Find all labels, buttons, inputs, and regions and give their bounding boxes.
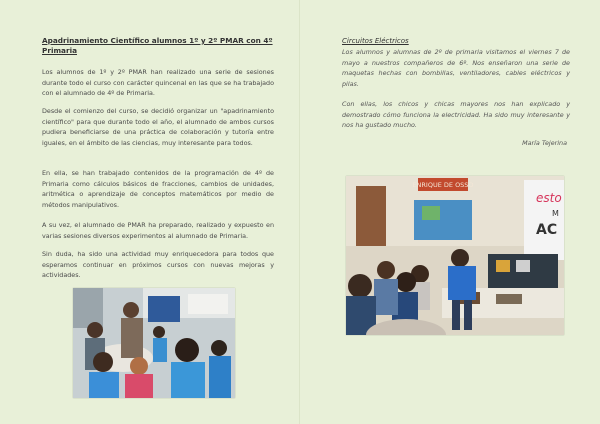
article-paragraph: En ella, se han trabajado contenidos de la programación de 4º de Primaria como cálculos básicos de fracciones, cambios de unidades, aritmética o aprendizaje de conceptos matemáticos por medio de métodos manipulativos. (42, 169, 274, 209)
photo-sign-text: ENRIQUE DE OSSO (412, 181, 474, 189)
article-paragraph: Sin duda, ha sido una actividad muy enriquecedora para todos que esperamos continuar en próximos cursos con nuevas mejoras y actividades. (42, 250, 274, 280)
article-paragraph: Los alumnos de 1º y 2º PMAR han realizado una serie de sesiones durante todo el curso con carácter quincenal en las que se ha trabajado con el alumnado de 4º de Primaria. (42, 68, 274, 98)
classroom-photo (73, 288, 235, 398)
poster-text: AC (536, 222, 558, 238)
poster-text: M (552, 209, 559, 218)
author-signature: María Tejerina (522, 139, 567, 147)
article-title: Apadrinamiento Científico alumnos 1º y 2º PMAR con 4º Primaria (42, 36, 273, 55)
circuits-photo (346, 176, 564, 335)
article-title: Circuitos Eléctricos (342, 37, 409, 45)
article-paragraph: Los alumnos y alumnas de 2º de primaria visitamos el viernes 7 de mayo a nuestros compañeros de 6º. Nos enseñaron una serie de maquetas hechas con bombillas, ventiladores, cables eléctricos y pilas. (342, 48, 570, 88)
poster-text: esto (536, 191, 562, 205)
article-paragraph: A su vez, el alumnado de PMAR ha preparado, realizado y expuesto en varias sesiones diversos experimentos al alumnado de Primaria. (42, 221, 274, 240)
article-paragraph: Desde el comienzo del curso, se decidió organizar un "apadrinamiento científico" para que durante todo el año, el alumnado de ambos cursos pudiera beneficiarse de una práctica de colaboración y tutoría entre iguales, en el ámbito de las ciencias, muy interesante para todos. (42, 107, 274, 147)
article-paragraph: Con ellas, los chicos y chicas mayores nos han explicado y demostrado cómo funciona la electricidad. Ha sido muy interesante y nos ha gustado mucho. (342, 100, 570, 130)
